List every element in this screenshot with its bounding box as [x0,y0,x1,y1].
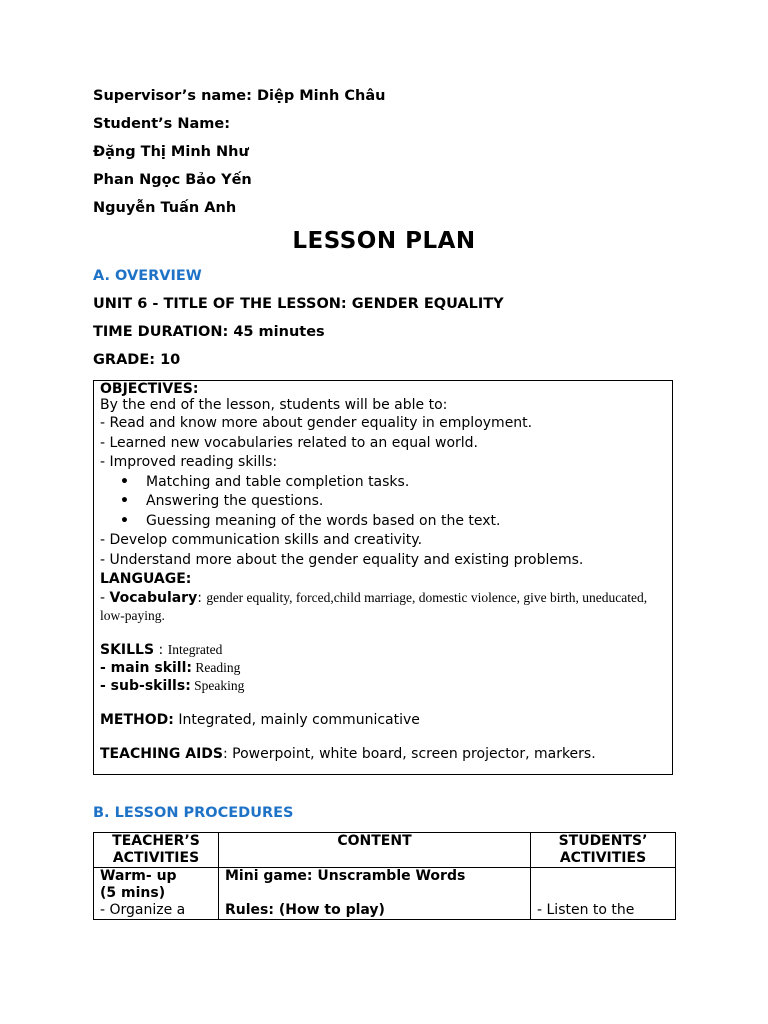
objectives-intro: By the end of the lesson, students will be able to: [100,397,448,413]
vocab-label: Vocabulary [109,590,198,606]
language-heading: LANGUAGE: [100,571,192,587]
main-skill-line [100,659,666,677]
spacer [100,624,666,641]
objective-item: - Read and know more about gender equality in employment. [100,415,533,431]
bullet-text: Matching and table completion tasks. [146,473,410,490]
vocab-text: gender equality, forced,child marriage, domestic violence, give birth, uneducated, low-paying. [100,590,648,623]
bullet-text: Answering the questions. [146,493,324,509]
page-title: LESSON PLAN [292,228,476,254]
method-label: METHOD: [100,712,174,728]
bullet-icon: • [120,512,129,529]
student-action: - Listen to the [537,902,635,918]
header-text: TEACHER’S [112,833,200,849]
skills-line [100,641,666,659]
student-name-1: Đặng Thị Minh Như [93,144,249,160]
column-header-content [219,833,531,868]
teaching-aids-label: TEACHING AIDS [100,746,223,762]
sub-skills-label: - sub-skills: [100,678,191,694]
objective-bullet [100,473,666,493]
header-text: ACTIVITIES [112,850,200,866]
spacer [537,868,669,902]
procedures-table [93,832,676,920]
time-duration: TIME DURATION: 45 minutes [93,324,325,340]
header-text: STUDENTS’ [558,833,648,849]
vocab-colon: : [197,590,207,606]
objective-bullet [100,492,666,512]
sub-skills-value: Speaking [190,678,245,693]
supervisor-line: Supervisor’s name: Diệp Minh Châu [93,88,386,104]
skills-value: Integrated [167,642,223,657]
teaching-aids-value: : Powerpoint, white board, screen projector, markers. [222,746,596,762]
table-row [94,868,676,920]
main-skill-value: Reading [192,660,241,675]
procedures-heading: B. LESSON PROCEDURES [93,805,294,821]
unit-title: UNIT 6 - TITLE OF THE LESSON: GENDER EQUALITY [93,296,504,312]
header-text: ACTIVITIES [559,850,647,866]
objective-item: - Improved reading skills: [100,454,278,470]
method-value: Integrated, mainly communicative [173,712,420,728]
column-header-teacher [94,833,219,868]
stage-name: Warm- up [100,868,177,884]
bullet-text: Guessing meaning of the words based on the text. [146,512,501,529]
students-label: Student’s Name: [93,116,231,132]
spacer [100,729,666,746]
overview-heading: A. OVERVIEW [93,268,202,284]
bullet-icon: • [120,473,129,490]
content-cell [219,868,531,920]
vocabulary-line [100,589,666,624]
content-rules: Rules: (How to play) [225,902,385,918]
skills-sep: : [154,642,168,658]
spacer [225,885,524,902]
objectives-box [93,380,673,775]
method-line [100,712,666,729]
column-header-students [531,833,676,868]
objective-bullet [100,512,666,532]
teaching-aids-line [100,746,666,763]
objective-item: - Learned new vocabularies related to an equal world. [100,434,478,451]
students-cell [531,868,676,920]
spacer [100,695,666,712]
content-title: Mini game: Unscramble Words [225,868,466,884]
teacher-cell [94,868,219,920]
sub-skills-line [100,677,666,695]
objective-item: - Understand more about the gender equality and existing problems. [100,551,584,568]
objective-item: - Develop communication skills and creativity. [100,532,423,548]
student-name-3: Nguyễn Tuấn Anh [93,200,237,216]
skills-label: SKILLS [100,642,155,658]
main-skill-label: - main skill: [100,660,192,676]
header-text: CONTENT [337,833,412,849]
table-header-row [94,833,676,868]
vocab-prefix: - [100,590,110,606]
stage-duration: (5 mins) [100,885,166,901]
grade: GRADE: 10 [93,352,181,368]
student-name-2: Phan Ngọc Bảo Yến [93,172,252,188]
objectives-heading: OBJECTIVES: [100,381,199,397]
bullet-icon: • [120,493,129,509]
teacher-action: - Organize a [100,902,186,918]
